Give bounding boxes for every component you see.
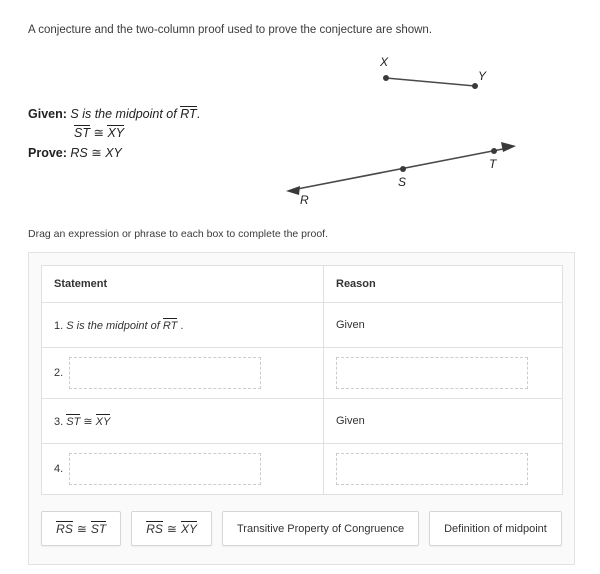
chip-definition-of-midpoint[interactable]: Definition of midpoint [429,511,562,546]
table-row [42,399,563,444]
point-label-t: T [489,157,497,171]
row-number-1: 1. [54,319,64,332]
answer-chip-tray [29,507,574,564]
statement-dropzone-4[interactable] [69,453,261,485]
given-statement-text: S is the midpoint of [70,107,177,121]
point-label-x: X [380,55,389,69]
statement-cell-1 [42,303,324,348]
given-congruence-symbol: ≅ [93,126,104,141]
statement-text-1: S is the midpoint of [66,319,160,332]
table-row [42,303,563,348]
point-label-s: S [398,175,407,189]
reason-cell-4 [324,444,563,495]
given-label: Given: [28,107,67,121]
arrowhead-right-icon [501,142,516,152]
prove-segment-rs: RS [70,145,88,160]
statement-segment-st: ST [66,415,81,428]
chip-2-right: XY [180,521,197,536]
reason-cell-1: Given [324,303,563,348]
segment-xy-line [386,78,475,86]
given-segment-xy: XY [107,126,125,141]
statement-cell-4 [42,444,324,495]
reason-cell-2 [324,348,563,399]
prove-segment-xy: XY [105,145,122,160]
reason-dropzone-4[interactable] [336,453,528,485]
statement-segment-xy: XY [95,415,111,428]
drag-instruction: Drag an expression or phrase to each box to complete the proof. [28,228,329,240]
geometry-figure [270,48,560,213]
chip-rs-cong-st[interactable] [41,511,121,546]
proof-card [28,252,575,565]
prove-line [28,144,200,163]
statement-cell-3 [42,399,324,444]
point-s-dot [400,166,406,172]
chip-rs-cong-xy[interactable] [131,511,212,546]
row-number-2: 2. [54,367,64,379]
table-row [42,348,563,399]
row-number-3: 3. [54,415,64,428]
column-header-statement: Statement [42,266,324,303]
chip-1-right: ST [90,521,107,536]
figure-svg [270,48,560,213]
chip-1-left: RS [56,521,73,536]
given-segment-rt: RT [180,107,197,121]
point-label-y: Y [478,69,487,83]
column-header-reason: Reason [324,266,563,303]
statement-period-1: . [180,319,184,332]
point-t-dot [491,148,497,154]
given-period: . [196,107,201,121]
intro-text: A conjecture and the two-column proof used to prove the conjecture are shown. [28,24,433,36]
given-line-2 [28,124,200,143]
chip-2-left: RS [146,521,163,536]
statement-dropzone-2[interactable] [69,357,261,389]
point-label-r: R [300,193,309,207]
statement-cell-2 [42,348,324,399]
given-segment-st: ST [74,126,90,141]
chip-2-symbol: ≅ [166,521,177,536]
reason-dropzone-2[interactable] [336,357,528,389]
prove-label: Prove: [28,145,67,160]
reason-cell-3: Given [324,399,563,444]
point-y-dot [472,83,478,89]
prove-congruence-symbol: ≅ [91,145,102,160]
given-line-1 [28,105,200,124]
point-x-dot [383,75,389,81]
given-prove-block [28,105,200,163]
table-header-row [42,266,563,303]
row-number-4: 4. [54,463,64,475]
statement-segment-rt: RT [162,319,178,332]
chip-1-symbol: ≅ [76,521,87,536]
table-row [42,444,563,495]
chip-transitive-property[interactable]: Transitive Property of Congruence [222,511,419,546]
statement-congruence-symbol-3: ≅ [83,415,93,428]
proof-table [41,265,563,495]
arrowhead-left-icon [286,186,300,195]
